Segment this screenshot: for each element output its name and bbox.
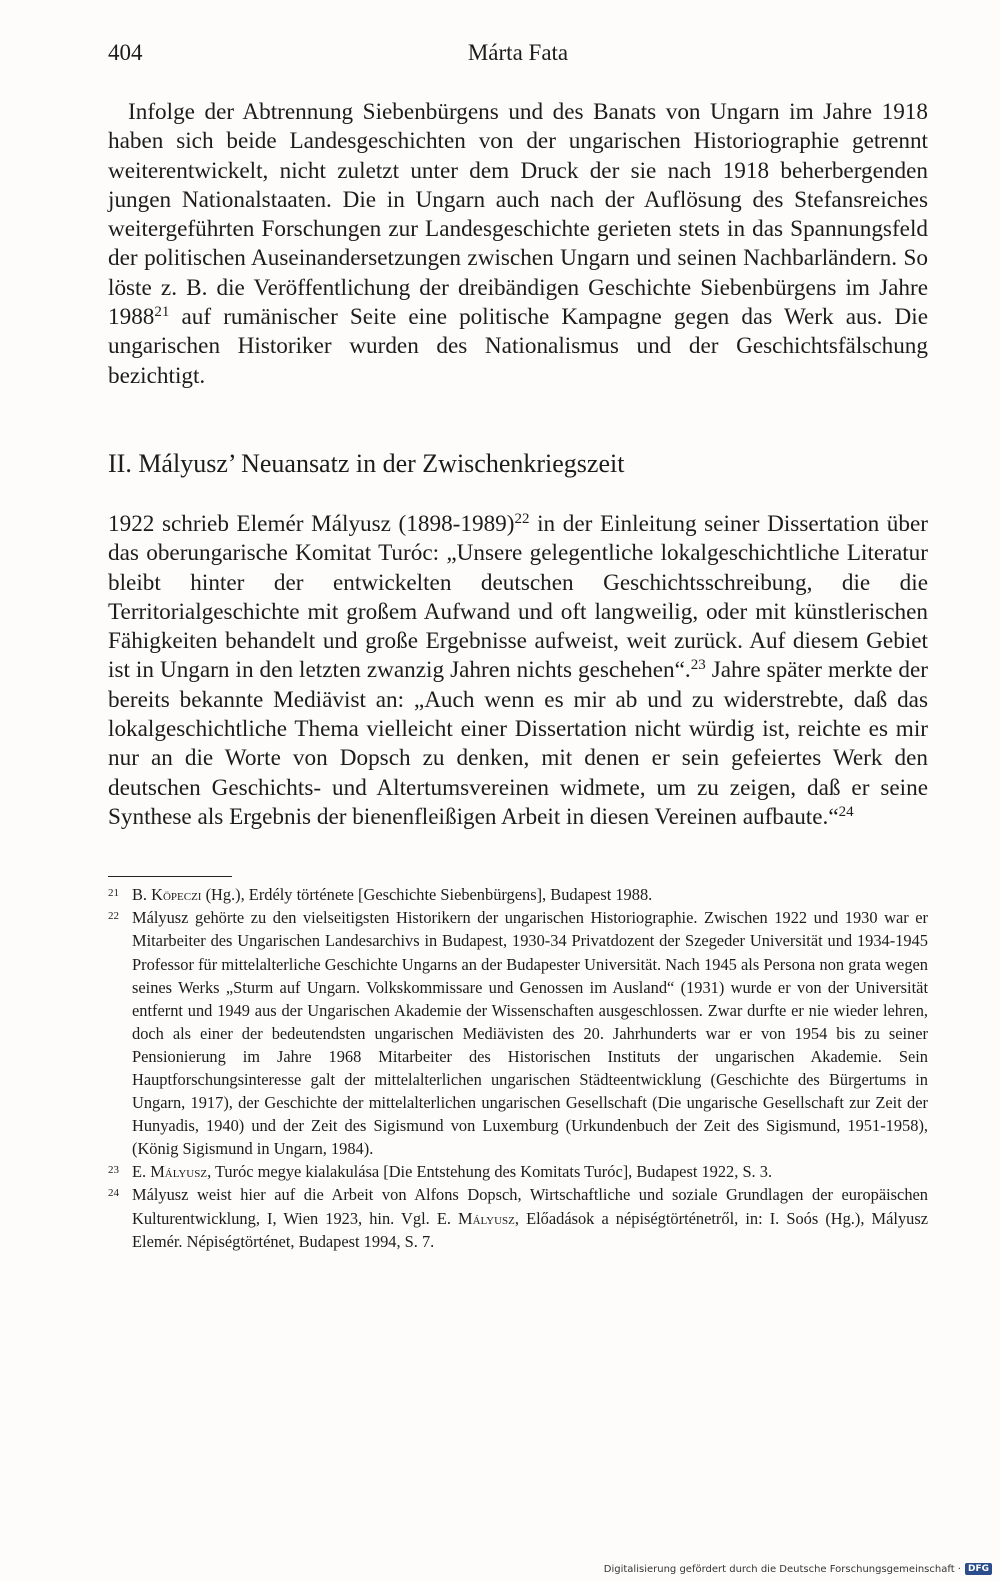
paragraph [108, 98, 928, 391]
footnote-number: 23 [108, 1164, 119, 1177]
footnote-text: Mályusz weist hier auf die Arbeit von Alfons Dopsch, Wirtschaftliche und soziale Grundlagen der europäischen Kulturentwicklung, I, Wien 1923, hin. Vgl. E. [132, 1185, 928, 1228]
running-head [108, 40, 928, 80]
dfg-logo: DFG [965, 1563, 992, 1575]
footnote-21 [108, 883, 928, 906]
footnote-number: 22 [108, 910, 119, 923]
running-title: Márta Fata [467, 40, 569, 65]
book-page [108, 40, 928, 1253]
footnote-author: Mályusz [458, 1208, 515, 1228]
footnote-text: , Turóc megye kialakulása [Die Entstehung des Komitats Turóc], Budapest 1922, S. 3. [207, 1162, 773, 1182]
section-heading: II. Mályusz’ Neuansatz in der Zwischenkriegszeit [108, 448, 625, 478]
paragraph-text: Infolge der Abtrennung Siebenbürgens und des Banats von Ungarn im Jahre 1918 haben sich beide Landesgeschichten von der ungarischen Historiographie getrennt weiterentwickelt, nicht zuletzt unter dem Druck der sie nach 1918 beherbergenden jungen Nationalstaaten. Die in Ungarn auch nach der Auflösung des Stefansreiches weitergeführten Forschungen zur Landesgeschichte gerieten stets in das Spannungsfeld der politischen Auseinandersetzungen zwischen Ungarn und seinen Nachbarländern. So löste z. B. die Veröffentlichung der dreibändigen Geschichte Siebenbürgens im Jahre 1988 [108, 99, 928, 331]
paragraph-text: Jahre später merkte der bereits bekannte Mediävist an: „Auch wenn es mir ab und zu widerstrebte, daß das lokalgeschichtliche Thema vielleicht einer Dissertation nicht würdig ist, reichte es mir nur an die Worte von Dopsch zu denken, mit denen er sein gefeiertes Werk den deutschen Geschichts- und Altertumsvereinen widmete, um zu zeigen, daß er seine Synthese als Ergebnis der bienenfleißigen Arbeit in diesen Vereinen aufbaute.“ [108, 657, 928, 830]
footnote-22 [108, 906, 928, 1160]
footnotes [108, 883, 928, 1253]
footnote-text: (Hg.), Erdély története [Geschichte Siebenbürgens], Budapest 1988. [201, 885, 653, 905]
footnote-divider [108, 876, 232, 877]
page-number: 404 [108, 40, 143, 65]
footnote-number: 24 [108, 1187, 119, 1200]
paragraph-text: 1922 schrieb Elemér Mályusz (1898-1989) [108, 510, 515, 537]
footnote-ref[interactable]: 23 [690, 657, 706, 674]
footnote-ref[interactable]: 22 [514, 510, 530, 527]
paragraph [108, 510, 928, 832]
footnote-author: B. Köpeczi [132, 885, 202, 905]
credit-text: Digitalisierung gefördert durch die Deutsche Forschungsgemeinschaft · [603, 1563, 961, 1575]
footnote-text: , Előadások a népiségtörténetről, in: I. Soós (Hg.), Mályusz Elemér. Népiségtörténet, Budapest 1994, S. 7. [132, 1208, 928, 1251]
footnote-author: E. Mályusz [132, 1162, 208, 1182]
footnote-ref[interactable]: 21 [154, 303, 170, 320]
footnote-number: 21 [108, 887, 119, 900]
digitization-credit [604, 1563, 992, 1575]
footnote-24 [108, 1183, 928, 1252]
footnote-text: Mályusz gehörte zu den vielseitigsten Historikern der ungarischen Historiographie. Zwischen 1922 und 1930 war er Mitarbeiter des Ungarischen Landesarchivs in Budapest, 1930-34 Privatdozent der Szegeder Universität und 1934-1945 Professor für mittelalterliche Geschichte Ungarns an der Budapester Universität. Nach 1945 als Persona non grata wegen seines Werks „Sturm auf Ungarn. Volkskommissare und Genossen im Ausland“ (1931) wurde er von der Universität entfernt und 1949 aus der Ungarischen Akademie der Wissenschaften ausgeschlossen. Zwar durfte er nie wieder lehren, doch als einer der bedeutendsten ungarischen Mediävisten des 20. Jahrhunderts war er von 1954 bis zu seiner Pensionierung im Jahre 1968 Mitarbeiter des Historischen Instituts der ungarischen Akademie. Sein Hauptforschungsinteresse galt der mittelalterlichen ungarischen Städteentwicklung (Geschichte des Bürgertums in Ungarn, 1917), der Geschichte der mittelalterlichen ungarischen Gesellschaft (Die ungarische Gesellschaft zur Zeit der Hunyadis, 1940) und der Zeit des Sigismund von Luxemburg (Urkundenbuch der Zeit des Sigismund, 1951-1958), (König Sigismund in Ungarn, 1984). [132, 908, 928, 1159]
paragraph-text: in der Einleitung seiner Dissertation über das oberungarische Komitat Turóc: „Unsere gelegentliche lokalgeschichtliche Literatur bleibt hinter der entwickelten deutschen Geschichtsschreibung, die die Territorialgeschichte mit großem Aufwand und oft langweilig, oder mit künstlerischen Fähigkeiten behandelt und große Ergebnisse aufweist, weit zurück. Auf diesem Gebiet ist in Ungarn in den letzten zwanzig Jahren nichts geschehen“. [108, 510, 928, 684]
footnote-23 [108, 1160, 928, 1183]
paragraph-text: auf rumänischer Seite eine politische Kampagne gegen das Werk aus. Die ungarischen Historiker wurden des Nationalismus und der Geschichtsfälschung bezichtigt. [108, 304, 928, 389]
footnote-ref[interactable]: 24 [838, 803, 854, 820]
